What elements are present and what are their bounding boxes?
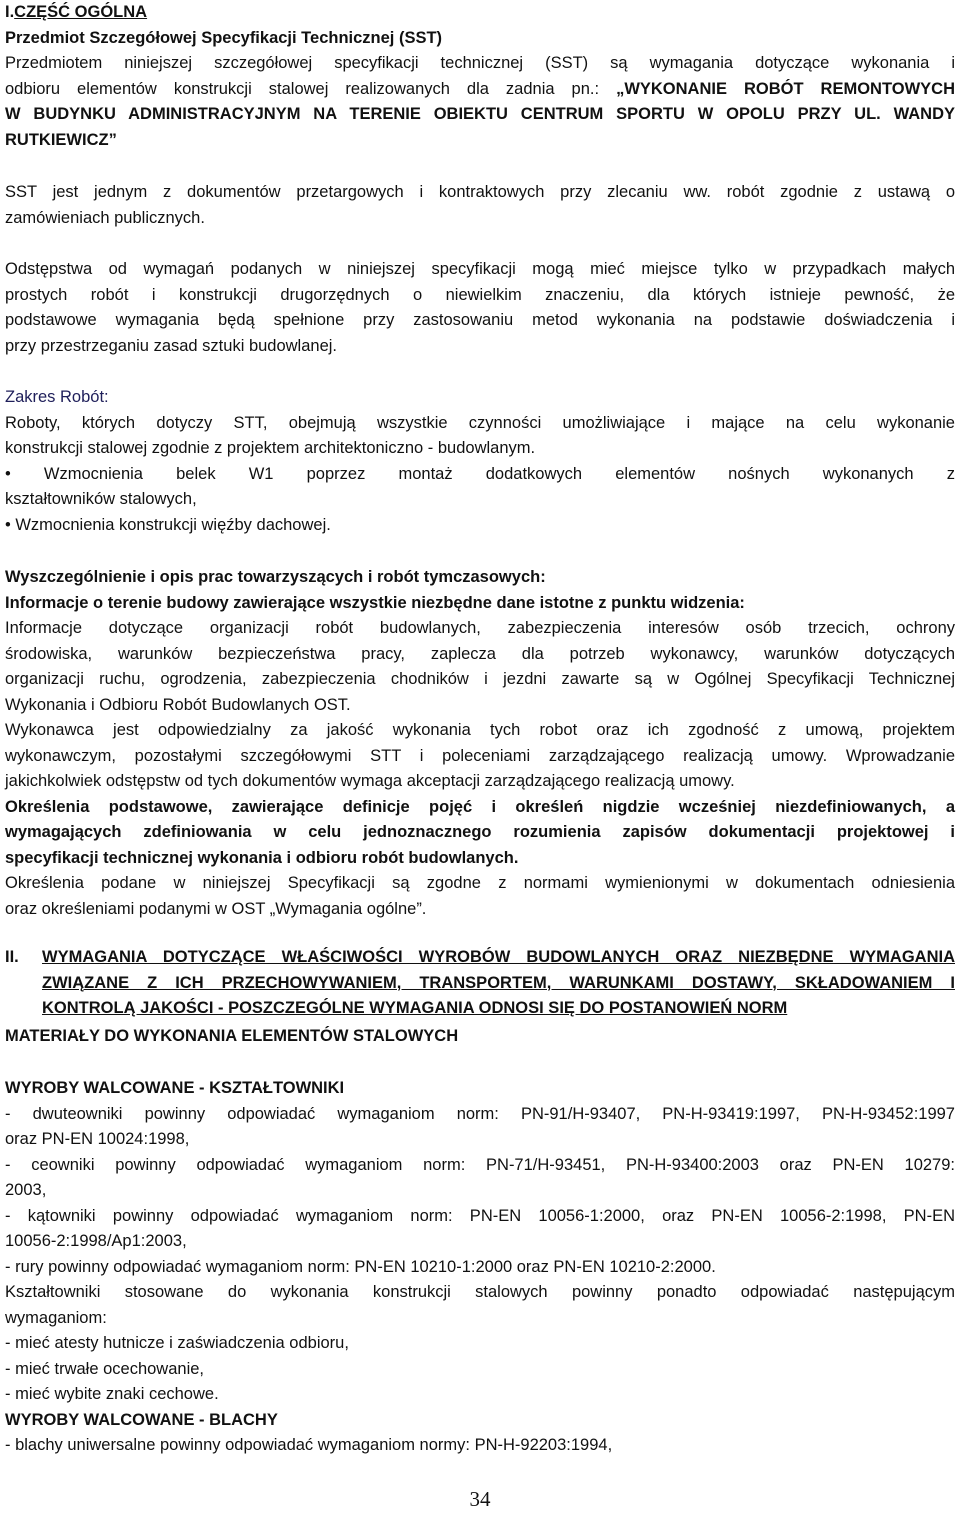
scope-heading: Zakres Robót: bbox=[5, 388, 109, 406]
profiles-item-1: - dwuteowniki powinny odpowiadać wymaganiom norm: PN-91/H-93407, PN-H-93419:1997, PN-H-93452:1997 bbox=[5, 1104, 955, 1123]
materials-section bbox=[5, 1024, 955, 1050]
site-info-line-3: organizacji ruchu, ogrodzenia, zabezpieczenia chodników i jezdni zawarte są w Ogólnej Specyfikacji Technicznej bbox=[5, 670, 955, 688]
definitions-heading-line-3: specyfikacji technicznej wykonania i odbioru robót budowlanych. bbox=[5, 848, 519, 867]
intro-line-2-text: odbioru elementów konstrukcji stalowej realizowanych dla zadnia pn.: bbox=[5, 79, 617, 98]
section-2-title-line-2: ZWIĄZANE Z ICH PRZECHOWYWANIEM, TRANSPORTEM, WARUNKAMI DOSTAWY, SKŁADOWANIEM I bbox=[42, 973, 955, 992]
profiles-item-3: - kątowniki powinny odpowiadać wymaganiom norm: PN-EN 10056-1:2000, oraz PN-EN 10056-2:1998, PN-EN bbox=[5, 1206, 955, 1225]
contractor-line-3: jakichkolwiek odstępstw od tych dokumentów wymaga akceptacji zarządzającego realizacją umowy. bbox=[5, 772, 735, 790]
site-info-section bbox=[5, 565, 955, 922]
scope-line-2: konstrukcji stalowej zgodnie z projektem architektoniczno - budowlanym. bbox=[5, 439, 536, 457]
sst-line-2: zamówieniach publicznych. bbox=[5, 208, 205, 227]
intro-line-1: Przedmiotem niniejszej szczegółowej specyfikacji technicznej (SST) są wymagania dotyczące wykonania i bbox=[5, 54, 955, 72]
project-title-part-1: „WYKONANIE ROBÓT REMONTOWYCH bbox=[616, 79, 955, 98]
definitions-heading-line-1: Określenia podstawowe, zawierające definicje pojęć i określeń nigdzie wcześniej niezdefiniowanych, a bbox=[5, 797, 955, 816]
intro-line-2 bbox=[5, 77, 955, 103]
sst-paragraph bbox=[5, 180, 955, 231]
sheets-heading: WYROBY WALCOWANE - BLACHY bbox=[5, 1410, 278, 1429]
section-1-title: CZĘŚĆ OGÓLNA bbox=[14, 3, 148, 21]
section-1-number: I. bbox=[5, 3, 15, 21]
profiles-section bbox=[5, 1076, 955, 1459]
project-title-part-2: W BUDYNKU ADMINISTRACYJNYM NA TERENIE OBIEKTU CENTRUM SPORTU W OPOLU PRZY UL. WANDY bbox=[5, 105, 955, 123]
section-1-header bbox=[5, 0, 955, 153]
site-info-heading: Informacje o terenie budowy zawierające wszystkie niezbędne dane istotne z punktu widzenia: bbox=[5, 593, 745, 612]
site-info-line-1: Informacje dotyczące organizacji robót budowlanych, zabezpieczenia interesów osób trzecich, ochrony bbox=[5, 619, 955, 637]
section-2-title-line-1: WYMAGANIA DOTYCZĄCE WŁAŚCIWOŚCI WYROBÓW BUDOWLANYCH ORAZ NIEZBĘDNE WYMAGANIA bbox=[42, 948, 955, 966]
definitions-line-1: Określenia podane w niniejszej Specyfikacji są zgodne z normami wymienionymi w dokumentach odniesienia bbox=[5, 874, 955, 892]
materials-heading: MATERIAŁY DO WYKONANIA ELEMENTÓW STALOWYCH bbox=[5, 1027, 459, 1045]
definitions-line-2: oraz określeniami podanymi w OST „Wymagania ogólne”. bbox=[5, 899, 427, 918]
contractor-line-1: Wykonawca jest odpowiedzialny za jakość wykonania tych robot oraz ich zgodność z umową, projektem bbox=[5, 721, 955, 739]
requirement-1: - mieć atesty hutnicze i zaświadczenia odbioru, bbox=[5, 1334, 349, 1352]
deviations-paragraph bbox=[5, 257, 955, 359]
profiles-item-1-cont: oraz PN-EN 10024:1998, bbox=[5, 1130, 190, 1148]
scope-bullet-1: • Wzmocnienia belek W1 poprzez montaż dodatkowych elementów nośnych wykonanych z bbox=[5, 464, 955, 483]
auxiliary-works-heading: Wyszczególnienie i opis prac towarzyszących i robót tymczasowych: bbox=[5, 568, 546, 586]
section-1-heading bbox=[5, 0, 955, 26]
subject-heading: Przedmiot Szczegółowej Specyfikacji Technicznej (SST) bbox=[5, 28, 443, 47]
profiles-item-2: - ceowniki powinny odpowiadać wymaganiom norm: PN-71/H-93451, PN-H-93400:2003 oraz PN-EN 10279: bbox=[5, 1155, 955, 1174]
site-info-line-2: środowiska, warunków bezpieczeństwa pracy, zaplecza dla potrzeb wykonawcy, warunków dotyczących bbox=[5, 644, 955, 663]
scope-bullet-2: • Wzmocnienia konstrukcji więźby dachowej. bbox=[5, 515, 331, 534]
profiles-heading: WYROBY WALCOWANE - KSZTAŁTOWNIKI bbox=[5, 1079, 345, 1097]
requirement-3: - mieć wybite znaki cechowe. bbox=[5, 1385, 219, 1403]
sheets-item-1: - blachy uniwersalne powinny odpowiadać wymaganiom normy: PN-H-92203:1994, bbox=[5, 1436, 613, 1454]
profiles-extra-line-2: wymaganiom: bbox=[5, 1308, 107, 1327]
sst-line-1: SST jest jednym z dokumentów przetargowych i kontraktowych przy zlecaniu ww. robót zgodnie z ustawą o bbox=[5, 183, 955, 201]
scope-section bbox=[5, 385, 955, 538]
profiles-item-2-cont: 2003, bbox=[5, 1181, 47, 1199]
section-2-title bbox=[42, 945, 955, 1022]
project-title-part-3: RUTKIEWICZ” bbox=[5, 130, 117, 149]
scope-bullet-1-cont: kształtowników stalowych, bbox=[5, 490, 197, 508]
section-2-title-line-3: KONTROLĄ JAKOŚCI - POSZCZEGÓLNE WYMAGANIA ODNOSI SIĘ DO POSTANOWIEŃ NORM bbox=[42, 999, 788, 1017]
scope-line-1: Roboty, których dotyczy STT, obejmują wszystkie czynności umożliwiające i mające na celu wykonanie bbox=[5, 413, 955, 432]
profiles-item-4: - rury powinny odpowiadać wymaganiom norm: PN-EN 10210-1:2000 oraz PN-EN 10210-2:2000. bbox=[5, 1257, 716, 1276]
definitions-heading-line-2: wymagających zdefiniowania w celu jednoznacznego rozumienia zapisów dokumentacji projektowej i bbox=[5, 823, 955, 841]
profiles-item-3-cont: 10056-2:1998/Ap1:2003, bbox=[5, 1232, 187, 1250]
deviations-line-2: prostych robót i konstrukcji drugorzędnych o niewielkim znaczeniu, dla których istnieje pewność, że bbox=[5, 285, 955, 304]
deviations-line-1: Odstępstwa od wymagań podanych w niniejszej specyfikacji mogą mieć miejsce tylko w przypadkach małych bbox=[5, 260, 955, 278]
deviations-line-3: podstawowe wymagania będą spełnione przy zastosowaniu metod wykonania na podstawie doświadczenia i bbox=[5, 311, 955, 329]
deviations-line-4: przy przestrzeganiu zasad sztuki budowlanej. bbox=[5, 336, 338, 355]
site-info-line-4: Wykonania i Odbioru Robót Budowlanych OST. bbox=[5, 695, 351, 714]
profiles-extra-line-1: Kształtowniki stosowane do wykonania konstrukcji stalowych powinny ponadto odpowiadać następującym bbox=[5, 1283, 955, 1301]
section-2-number: II. bbox=[5, 948, 19, 966]
page-number: 34 bbox=[469, 1487, 491, 1511]
requirement-2: - mieć trwałe ocechowanie, bbox=[5, 1359, 204, 1378]
contractor-line-2: wykonawczym, pozostałymi szczegółowymi STT i poleceniami zarządzającego realizacją umowy. Wprowadzanie bbox=[5, 746, 955, 765]
